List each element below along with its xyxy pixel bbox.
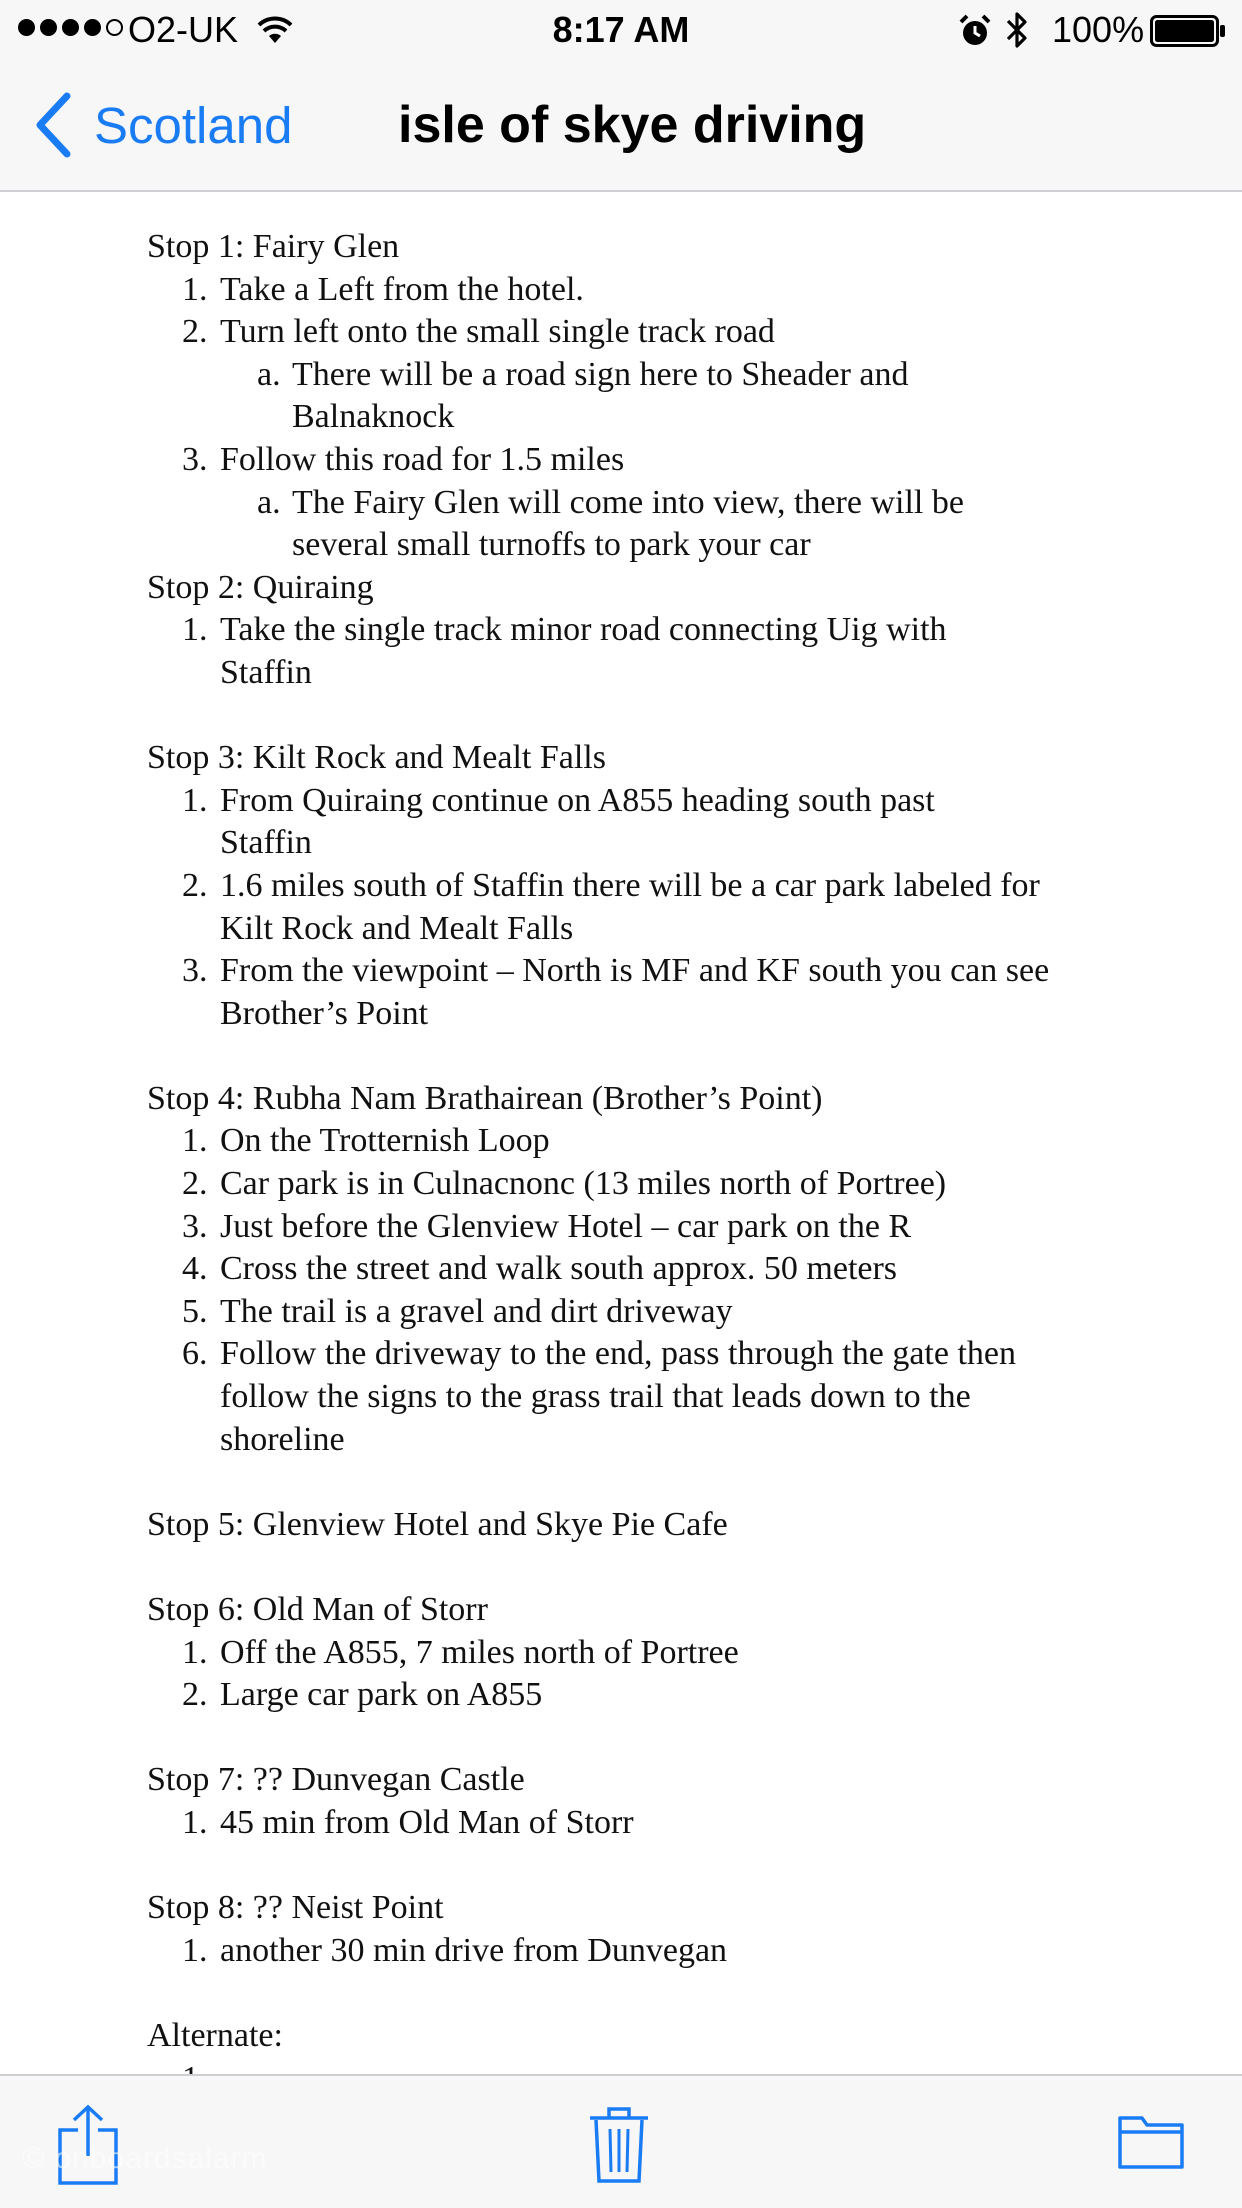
folder-button[interactable]: [1118, 2114, 1184, 2175]
list-item: 1. Take the single track minor road connecting Uig with Staffin: [182, 611, 947, 691]
stop-heading: Stop 4: Rubha Nam Brathairean (Brother’s Point): [147, 1079, 823, 1117]
carrier-label: O2-UK: [128, 9, 239, 50]
list-item: 1. another 30 min drive from Dunvegan: [182, 1931, 728, 1969]
stop-heading: Stop 5: Glenview Hotel and Skye Pie Cafe: [147, 1505, 728, 1543]
stop-heading: Stop 7: ?? Dunvegan Castle: [147, 1761, 525, 1799]
stop-heading: Stop 1: Fairy Glen: [147, 228, 400, 265]
list-item: 2. 1.6 miles south of Staffin there will be a car park labeled for Kilt Rock and Mealt Falls: [182, 866, 1040, 947]
sub-list-item: a. There will be a road sign here to Sheader and Balnaknock: [257, 355, 909, 436]
stop-heading: Stop 3: Kilt Rock and Mealt Falls: [147, 739, 606, 777]
back-button[interactable]: [34, 90, 292, 160]
battery-percent: 100%: [1052, 9, 1145, 50]
back-button-label: Scotland: [94, 96, 293, 154]
status-bar: [0, 0, 1242, 60]
battery-icon: [1150, 14, 1226, 56]
trash-button[interactable]: [588, 2104, 650, 2189]
alarm-clock-icon: [958, 14, 992, 57]
navigation-bar: [0, 60, 1242, 192]
document-viewer[interactable]: [0, 192, 1242, 2074]
list-item: 1. Take a Left from the hotel.: [182, 270, 584, 308]
stop-heading: Alternate:: [147, 2016, 283, 2054]
stop-heading: Stop 8: ?? Neist Point: [147, 1889, 444, 1927]
trash-icon: [588, 2104, 650, 2184]
list-item: 1. 45 min from Old Man of Storr: [182, 1803, 634, 1841]
chevron-left-icon: [34, 93, 72, 157]
list-item: 6. Follow the driveway to the end, pass through the gate then follow the signs to the grass trail that leads down to the shoreline: [182, 1335, 1016, 1458]
list-item: 3. Follow this road for 1.5 miles: [182, 440, 625, 478]
watermark: © onboardsalarm: [22, 2142, 268, 2175]
list-item: 3. From the viewpoint – North is MF and KF south you can see Brother’s Point: [182, 952, 1050, 1032]
folder-icon: [1118, 2114, 1184, 2170]
bluetooth-icon: [1004, 10, 1030, 59]
status-time: 8:17 AM: [552, 9, 690, 50]
page-title: isle of skye driving: [398, 96, 867, 154]
list-item: 1. On the Trotternish Loop: [182, 1122, 550, 1160]
sub-list-item: a. The Fairy Glen will come into view, there will be several small turnoffs to park your car: [257, 483, 964, 564]
bottom-toolbar: [0, 2074, 1242, 2208]
stop-heading: Stop 2: Quiraing: [147, 568, 374, 606]
list-item: 2. Car park is in Culnacnonc (13 miles north of Portree): [182, 1165, 947, 1203]
list-item: 1. Off the A855, 7 miles north of Portree: [182, 1633, 739, 1671]
list-item: 2. Large car park on A855: [182, 1676, 543, 1714]
list-item: 4. Cross the street and walk south approx. 50 meters: [182, 1250, 898, 1288]
list-item: 2. Turn left onto the small single track road: [182, 313, 775, 351]
stop-heading: Stop 6: Old Man of Storr: [147, 1591, 488, 1628]
list-item: 3. Just before the Glenview Hotel – car park on the R: [182, 1207, 912, 1245]
list-item: 1. From Quiraing continue on A855 heading south past Staffin: [182, 781, 935, 862]
list-item: 5. The trail is a gravel and dirt driveway: [182, 1292, 733, 1330]
document-content: [147, 226, 1147, 2058]
